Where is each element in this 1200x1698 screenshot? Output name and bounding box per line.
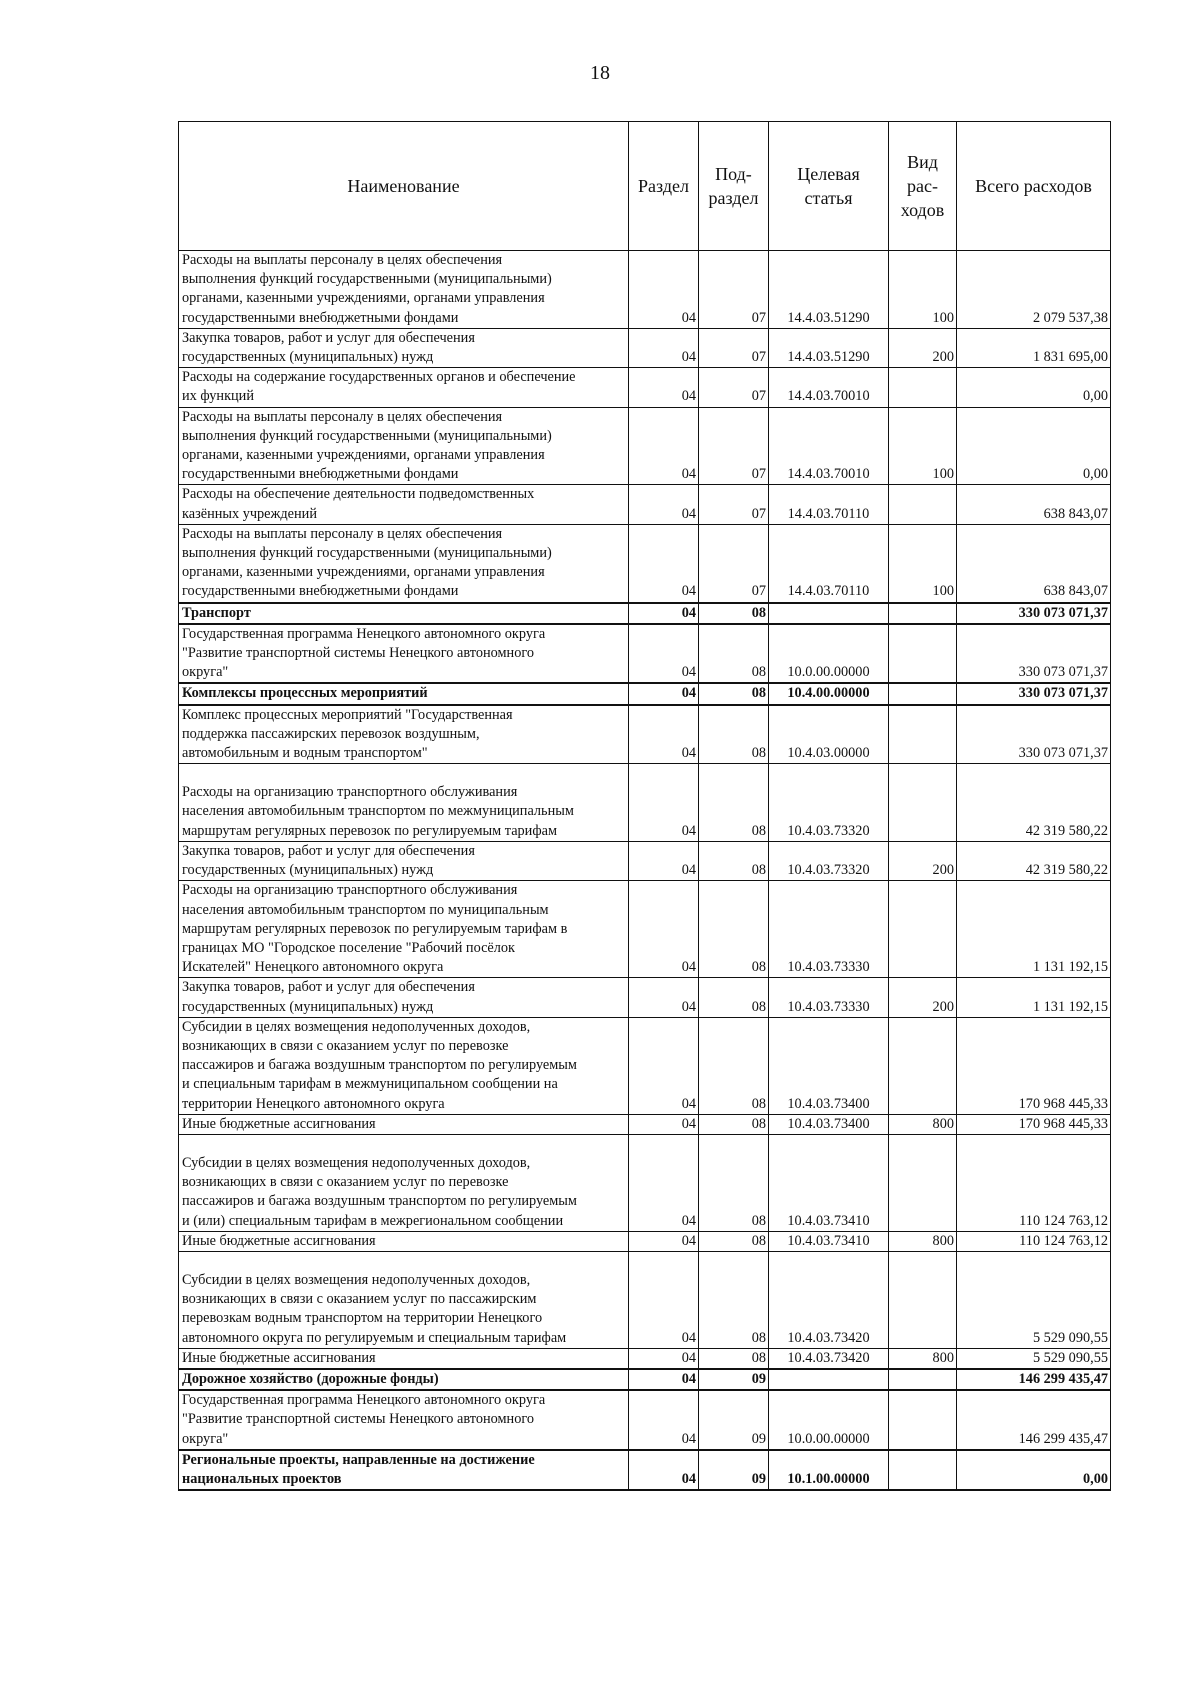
- cell-vid-rashodov: [889, 1251, 957, 1348]
- header-vid-rashodov: Вид рас- ходов: [889, 122, 957, 251]
- table-row: [179, 841, 1111, 880]
- cell-podrazdel: 08: [699, 881, 769, 978]
- cell-vid-rashodov: 800: [889, 1114, 957, 1134]
- cell-vid-rashodov: [889, 764, 957, 842]
- cell-podrazdel: 08: [699, 603, 769, 624]
- cell-total: 330 073 071,37: [957, 624, 1111, 684]
- cell-vid-rashodov: 200: [889, 328, 957, 367]
- cell-total: 330 073 071,37: [957, 603, 1111, 624]
- cell-podrazdel: 09: [699, 1390, 769, 1450]
- cell-name: Субсидии в целях возмещения недополученных доходов, возникающих в связи с оказанием услуг по перевозке пассажиров и багажа воздушным транспортом по регулируемым и специальным тарифам в межмуниципальном сообщении на территории Ненецкого автономного округа: [179, 1017, 629, 1114]
- cell-total: 638 843,07: [957, 524, 1111, 602]
- cell-vid-rashodov: [889, 1369, 957, 1390]
- cell-podrazdel: 08: [699, 764, 769, 842]
- cell-vid-rashodov: [889, 1017, 957, 1114]
- cell-celevaya-statya: 14.4.03.70010: [769, 368, 889, 407]
- header-celevaya-statya: Целевая статья: [769, 122, 889, 251]
- cell-podrazdel: 08: [699, 841, 769, 880]
- table-row: [179, 603, 1111, 624]
- cell-total: 1 831 695,00: [957, 328, 1111, 367]
- cell-name: Закупка товаров, работ и услуг для обеспечения государственных (муниципальных) нужд: [179, 978, 629, 1017]
- cell-podrazdel: 07: [699, 328, 769, 367]
- table-row: [179, 1390, 1111, 1450]
- cell-celevaya-statya: 14.4.03.70110: [769, 524, 889, 602]
- cell-razdel: 04: [629, 524, 699, 602]
- cell-vid-rashodov: [889, 1134, 957, 1231]
- cell-name: Государственная программа Ненецкого автономного округа "Развитие транспортной системы Ненецкого автономного округа": [179, 624, 629, 684]
- cell-razdel: 04: [629, 251, 699, 329]
- cell-vid-rashodov: [889, 683, 957, 704]
- cell-total: 110 124 763,12: [957, 1134, 1111, 1231]
- cell-total: 330 073 071,37: [957, 705, 1111, 764]
- table-row: [179, 764, 1111, 842]
- cell-podrazdel: 09: [699, 1450, 769, 1490]
- table-row: [179, 368, 1111, 407]
- cell-name: Расходы на обеспечение деятельности подведомственных казённых учреждений: [179, 485, 629, 524]
- cell-total: 0,00: [957, 407, 1111, 485]
- cell-razdel: 04: [629, 1348, 699, 1369]
- cell-podrazdel: 08: [699, 1348, 769, 1369]
- cell-vid-rashodov: 100: [889, 407, 957, 485]
- table-header: [179, 122, 1111, 251]
- cell-razdel: 04: [629, 1231, 699, 1251]
- cell-celevaya-statya: 10.4.03.00000: [769, 705, 889, 764]
- table-row: [179, 407, 1111, 485]
- cell-celevaya-statya: 10.0.00.00000: [769, 624, 889, 684]
- cell-razdel: 04: [629, 705, 699, 764]
- cell-name: Иные бюджетные ассигнования: [179, 1348, 629, 1369]
- cell-name: Комплекс процессных мероприятий "Государственная поддержка пассажирских перевозок воздушным, автомобильным и водным транспортом": [179, 705, 629, 764]
- cell-razdel: 04: [629, 603, 699, 624]
- table-row: [179, 1348, 1111, 1369]
- budget-table: [178, 121, 1111, 1491]
- cell-name: Региональные проекты, направленные на достижение национальных проектов: [179, 1450, 629, 1490]
- header-razdel: Раздел: [629, 122, 699, 251]
- table-row: [179, 881, 1111, 978]
- page-number: 18: [590, 62, 610, 84]
- cell-podrazdel: 09: [699, 1369, 769, 1390]
- cell-celevaya-statya: 14.4.03.70010: [769, 407, 889, 485]
- cell-total: 170 968 445,33: [957, 1114, 1111, 1134]
- cell-total: 638 843,07: [957, 485, 1111, 524]
- cell-celevaya-statya: 10.4.03.73320: [769, 764, 889, 842]
- cell-podrazdel: 08: [699, 1251, 769, 1348]
- table-row: [179, 1251, 1111, 1348]
- cell-vid-rashodov: [889, 1450, 957, 1490]
- cell-razdel: 04: [629, 683, 699, 704]
- table-row: [179, 1369, 1111, 1390]
- cell-vid-rashodov: [889, 1390, 957, 1450]
- cell-vid-rashodov: 100: [889, 251, 957, 329]
- table-body: [179, 251, 1111, 1491]
- cell-razdel: 04: [629, 764, 699, 842]
- cell-podrazdel: 07: [699, 524, 769, 602]
- cell-vid-rashodov: [889, 705, 957, 764]
- cell-total: 146 299 435,47: [957, 1390, 1111, 1450]
- cell-name: Расходы на выплаты персоналу в целях обеспечения выполнения функций государственными (муниципальными) органами, казенными учреждениями, органами управления государственными внебюджетными фондами: [179, 251, 629, 329]
- table-row: [179, 251, 1111, 329]
- table-row: [179, 624, 1111, 684]
- cell-razdel: 04: [629, 1017, 699, 1114]
- cell-celevaya-statya: 14.4.03.70110: [769, 485, 889, 524]
- cell-podrazdel: 08: [699, 1114, 769, 1134]
- cell-razdel: 04: [629, 1369, 699, 1390]
- cell-name: Расходы на содержание государственных органов и обеспечение их функций: [179, 368, 629, 407]
- cell-vid-rashodov: [889, 485, 957, 524]
- cell-name: Государственная программа Ненецкого автономного округа "Развитие транспортной системы Ненецкого автономного округа": [179, 1390, 629, 1450]
- cell-name: Закупка товаров, работ и услуг для обеспечения государственных (муниципальных) нужд: [179, 841, 629, 880]
- cell-razdel: 04: [629, 1450, 699, 1490]
- cell-total: 1 131 192,15: [957, 978, 1111, 1017]
- table-row: [179, 683, 1111, 704]
- cell-celevaya-statya: 10.0.00.00000: [769, 1390, 889, 1450]
- cell-podrazdel: 08: [699, 624, 769, 684]
- cell-razdel: 04: [629, 485, 699, 524]
- cell-podrazdel: 07: [699, 251, 769, 329]
- table-row: [179, 978, 1111, 1017]
- cell-razdel: 04: [629, 841, 699, 880]
- table-row: [179, 485, 1111, 524]
- cell-podrazdel: 07: [699, 485, 769, 524]
- cell-vid-rashodov: [889, 368, 957, 407]
- cell-name: Иные бюджетные ассигнования: [179, 1231, 629, 1251]
- cell-vid-rashodov: 200: [889, 841, 957, 880]
- cell-vid-rashodov: [889, 603, 957, 624]
- header-row: [179, 122, 1111, 251]
- cell-name: Закупка товаров, работ и услуг для обеспечения государственных (муниципальных) нужд: [179, 328, 629, 367]
- table-row: [179, 1231, 1111, 1251]
- cell-razdel: 04: [629, 407, 699, 485]
- cell-podrazdel: 08: [699, 1231, 769, 1251]
- cell-vid-rashodov: 100: [889, 524, 957, 602]
- cell-total: 42 319 580,22: [957, 764, 1111, 842]
- cell-podrazdel: 08: [699, 1134, 769, 1231]
- cell-celevaya-statya: 10.4.03.73420: [769, 1251, 889, 1348]
- cell-razdel: 04: [629, 1134, 699, 1231]
- table-row: [179, 524, 1111, 602]
- cell-podrazdel: 08: [699, 683, 769, 704]
- table-row: [179, 1114, 1111, 1134]
- cell-name: Расходы на выплаты персоналу в целях обеспечения выполнения функций государственными (муниципальными) органами, казенными учреждениями, органами управления государственными внебюджетными фондами: [179, 524, 629, 602]
- cell-celevaya-statya: 14.4.03.51290: [769, 251, 889, 329]
- cell-podrazdel: 08: [699, 1017, 769, 1114]
- header-total: Всего расходов: [957, 122, 1111, 251]
- table-row: [179, 705, 1111, 764]
- cell-celevaya-statya: 10.4.03.73420: [769, 1348, 889, 1369]
- cell-celevaya-statya: 10.1.00.00000: [769, 1450, 889, 1490]
- cell-podrazdel: 07: [699, 407, 769, 485]
- cell-total: 5 529 090,55: [957, 1348, 1111, 1369]
- table-row: [179, 1017, 1111, 1114]
- cell-name: Транспорт: [179, 603, 629, 624]
- cell-name: Расходы на организацию транспортного обслуживания населения автомобильным транспортом по межмуниципальным маршрутам регулярных перевозок по регулируемым тарифам: [179, 764, 629, 842]
- cell-razdel: 04: [629, 1251, 699, 1348]
- cell-vid-rashodov: [889, 881, 957, 978]
- cell-total: 146 299 435,47: [957, 1369, 1111, 1390]
- cell-celevaya-statya: 10.4.00.00000: [769, 683, 889, 704]
- cell-razdel: 04: [629, 368, 699, 407]
- cell-razdel: 04: [629, 1390, 699, 1450]
- cell-total: 5 529 090,55: [957, 1251, 1111, 1348]
- cell-razdel: 04: [629, 881, 699, 978]
- cell-celevaya-statya: 10.4.03.73410: [769, 1231, 889, 1251]
- cell-name: Иные бюджетные ассигнования: [179, 1114, 629, 1134]
- cell-total: 0,00: [957, 368, 1111, 407]
- cell-podrazdel: 08: [699, 978, 769, 1017]
- cell-name: Субсидии в целях возмещения недополученных доходов, возникающих в связи с оказанием услуг по пассажирским перевозкам водным транспортом на территории Ненецкого автономного округа по регулируемым и специальным тарифам: [179, 1251, 629, 1348]
- cell-podrazdel: 07: [699, 368, 769, 407]
- cell-total: 110 124 763,12: [957, 1231, 1111, 1251]
- cell-celevaya-statya: 10.4.03.73410: [769, 1134, 889, 1231]
- cell-vid-rashodov: 200: [889, 978, 957, 1017]
- cell-name: Дорожное хозяйство (дорожные фонды): [179, 1369, 629, 1390]
- table-row: [179, 1134, 1111, 1231]
- cell-total: 42 319 580,22: [957, 841, 1111, 880]
- cell-celevaya-statya: 10.4.03.73330: [769, 978, 889, 1017]
- cell-total: 330 073 071,37: [957, 683, 1111, 704]
- cell-razdel: 04: [629, 328, 699, 367]
- cell-vid-rashodov: [889, 624, 957, 684]
- cell-razdel: 04: [629, 978, 699, 1017]
- cell-celevaya-statya: 10.4.03.73400: [769, 1114, 889, 1134]
- table-row: [179, 328, 1111, 367]
- header-name: Наименование: [179, 122, 629, 251]
- cell-total: 170 968 445,33: [957, 1017, 1111, 1114]
- table-row: [179, 1450, 1111, 1490]
- cell-celevaya-statya: 10.4.03.73330: [769, 881, 889, 978]
- cell-celevaya-statya: [769, 603, 889, 624]
- cell-name: Субсидии в целях возмещения недополученных доходов, возникающих в связи с оказанием услуг по перевозке пассажиров и багажа воздушным транспортом по регулируемым и (или) специальным тарифам в межрегиональном сообщении: [179, 1134, 629, 1231]
- cell-celevaya-statya: 14.4.03.51290: [769, 328, 889, 367]
- cell-total: 2 079 537,38: [957, 251, 1111, 329]
- header-podrazdel: Под- раздел: [699, 122, 769, 251]
- cell-celevaya-statya: 10.4.03.73320: [769, 841, 889, 880]
- cell-razdel: 04: [629, 1114, 699, 1134]
- cell-name: Расходы на выплаты персоналу в целях обеспечения выполнения функций государственными (муниципальными) органами, казенными учреждениями, органами управления государственными внебюджетными фондами: [179, 407, 629, 485]
- cell-celevaya-statya: [769, 1369, 889, 1390]
- cell-total: 1 131 192,15: [957, 881, 1111, 978]
- cell-total: 0,00: [957, 1450, 1111, 1490]
- cell-podrazdel: 08: [699, 705, 769, 764]
- cell-vid-rashodov: 800: [889, 1348, 957, 1369]
- cell-name: Комплексы процессных мероприятий: [179, 683, 629, 704]
- cell-name: Расходы на организацию транспортного обслуживания населения автомобильным транспортом по муниципальным маршрутам регулярных перевозок по регулируемым тарифам в границах МО "Городское поселение "Рабочий посёлок Искателей" Ненецкого автономного округа: [179, 881, 629, 978]
- cell-celevaya-statya: 10.4.03.73400: [769, 1017, 889, 1114]
- cell-vid-rashodov: 800: [889, 1231, 957, 1251]
- cell-razdel: 04: [629, 624, 699, 684]
